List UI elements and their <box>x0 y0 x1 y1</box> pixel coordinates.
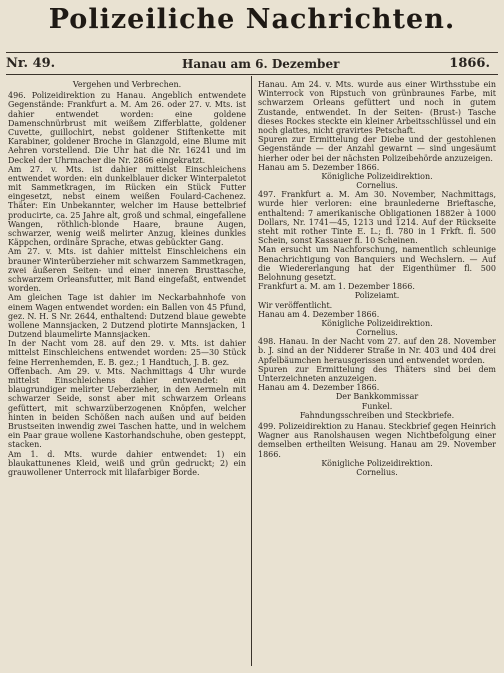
article-paragraph: Am 27. v. Mts. ist dahier mittelst Einschleichens entwendet worden: ein dunkelblauer dicker Winterpaletot mit Sammetkragen, im Rücken ein Stück Futter eingesetzt, nebst einem weißen Foulard-Cachenez. Thäter: Ein Unbekannter, welcher im Hause bettelbrief producirte, ca. 25 Jahre alt, groß und schmal, eingefallene Wangen, röthlich-blonde Haare, braune Augen, schwarzer, wenig weiß melirter Anzug, kleines dunkles Käppchen, ordinäre Sprache, etwas gebückter Gang. <box>8 164 246 248</box>
article-paragraph: Spuren zur Ermittelung der Diebe und der gestohlenen Gegenstände — der Anzahl gewarnt — sind ungesäumt hierher oder bei der nächsten Polizeibehörde anzuzeigen. <box>258 135 496 163</box>
column-divider <box>251 76 252 666</box>
top-rule <box>6 52 498 53</box>
article-paragraph: Funkel. <box>361 401 393 411</box>
article-paragraph: 499. Polizeidirektion zu Hanau. Steckbrief gegen Heinrich Wagner aus Ranolshausen wegen Nichtbefolgung einer demselben ertheilten Weisung. Hanau am 29. November 1866. <box>258 421 496 459</box>
article-paragraph: Am 27. v. Mts. ist dahier mittelst Einschleichens ein brauner Winterüberzieher mit schwarzem Sammetkragen, zwei äußeren Seiten- und einer inneren Brusttasche, schwarzem Orleansfutter, mit Band eingefaßt, entwendet worden. <box>8 247 246 294</box>
article-paragraph: Cornelius. <box>356 467 398 477</box>
article-paragraph: 498. Hanau. In der Nacht vom 27. auf den 28. November b. J. sind an der Nidderer Straße in Nr. 403 und 404 drei Apfelbäumchen herausgerissen und entwendet worden. <box>258 337 496 365</box>
bleed-through-texture <box>40 40 490 48</box>
article-paragraph: Cornelius. <box>356 328 398 338</box>
issue-line <box>6 56 498 74</box>
article-paragraph: In der Nacht vom 28. auf den 29. v. Mts. ist dahier mittelst Einschleichens entwendet worden: 25—30 Stück feine Herrenhemden, E. B. gez.; 1 Handtuch, J. B. gez. <box>8 339 246 367</box>
article-paragraph: Königliche Polizeidirektion. <box>321 318 433 328</box>
section-heading: Vergehen und Verbrechen. <box>72 80 182 89</box>
article-paragraph: Hanau am 4. Dezember 1866. <box>258 383 380 393</box>
article-paragraph: Königliche Polizeidirektion. <box>321 458 433 468</box>
article-paragraph: Am gleichen Tage ist dahier im Neckarbahnhofe von einem Wagen entwendet worden: ein Ballen von 45 Pfund, gez. N. H. S Nr. 2644, enthaltend: Dutzend blaue gewebte wollene Mannsjacken, 2 Dutzend plotirte Mannsjacken, 1 Dutzend blaumelirte Mannsjacken. <box>8 293 246 340</box>
article-paragraph: 497. Frankfurt a. M. Am 30. November, Nachmittags, wurde hier verloren: eine braunlederne Brieftasche, enthaltend: 7 amerikanische Obligationen 1882er à 1000 Dollars, Nr. 1741—45, 1213 und 1214. Auf der Rückseite steht mit rother Tinte E. L.; fl. 780 in 1 Frkft. fl. 500 Schein, sonst Kassauer fl. 10 Scheinen. <box>258 190 496 246</box>
section-heading: Fahndungsschreiben und Steckbriefe. <box>299 410 455 420</box>
article-paragraph: Wir veröffentlicht. <box>258 300 333 310</box>
article-paragraph: Frankfurt a. M. am 1. Dezember 1866. <box>258 282 415 292</box>
header-rule <box>6 74 498 75</box>
article-paragraph: Am 1. d. Mts. wurde dahier entwendet: 1) ein blaukattunenes Kleid, weiß und grün gedruckt; 2) ein grauwollener Unterrock mit lilafarbiger Borde. <box>8 449 246 477</box>
masthead-title: Polizeiliche Nachrichten. <box>48 4 456 35</box>
issue-number: Nr. 49. <box>6 56 56 71</box>
article-paragraph: Königliche Polizeidirektion. <box>321 171 433 181</box>
article-paragraph: Spuren zur Ermittelung des Thäters sind bei dem Unterzeichneten anzuzeigen. <box>258 364 496 383</box>
issue-place-date: Hanau am 6. Dezember <box>182 57 340 71</box>
article-paragraph: Polizeiamt. <box>354 291 400 301</box>
article-paragraph: Der Bankkommissar <box>335 392 419 402</box>
right-column <box>258 80 496 670</box>
issue-year: 1866. <box>449 56 490 71</box>
left-column <box>8 80 246 670</box>
article-paragraph: Hanau am 4. Dezember 1866. <box>258 309 380 319</box>
article-paragraph: Man ersucht um Nachforschung, namentlich schleunige Benachrichtigung von Banquiers und Wechslern. — Auf die Wiedererlangung hat der Eigenthümer fl. 500 Belohnung gesetzt. <box>258 245 496 282</box>
article-paragraph: Hanau. Am 24. v. Mts. wurde aus einer Wirthsstube ein Winterrock von Ripstuch von grünbraunes Farbe, mit schwarzem Orleans gefüttert und noch in gutem Zustande, entwendet. In der Seiten- (Brust-) Tasche dieses Rockes steckte ein kleiner Arbeitsschlüssel und ein noch glattes, nicht gravirtes Petschaft. <box>258 80 496 135</box>
article-paragraph: Offenbach. Am 29. v. Mts. Nachmittags 4 Uhr wurde mittelst Einschleichens dahier entwendet: ein blaugrundiger melirter Ueberzieher, in den Aermeln mit schwarzer Seide, sonst aber mit schwarzem Orleans gefüttert, mit schwarzüberzogenen Knöpfen, welcher hinten in beiden Schößen nach außen und auf beiden Brustseiten inwendig zwei Taschen hatte, und in welchem ein Paar graue wollene Kastorhandschuhe, oben gesteppt, stacken. <box>8 366 246 450</box>
article-paragraph: Hanau am 5. Dezember 1866. <box>258 162 380 172</box>
article-paragraph: 496. Polizeidirektion zu Hanau. Angeblich entwendete Gegenstände: Frankfurt a. M. Am 26. oder 27. v. Mts. ist dahier entwendet worden: eine goldene Damenschnürbrust mit weißem Zifferblatte, goldener Cuvette, guillochirt, nebst goldener Stiftenkette mit Karabiner, goldener Broche in Glanzgold, eine Blume mit Aehren vorstellend. Die Uhr hat die Nr. 16241 und im Deckel der Uhrmacher die Nr. 2866 eingekratzt. <box>8 91 246 165</box>
article-paragraph: Cornelius. <box>356 181 398 191</box>
